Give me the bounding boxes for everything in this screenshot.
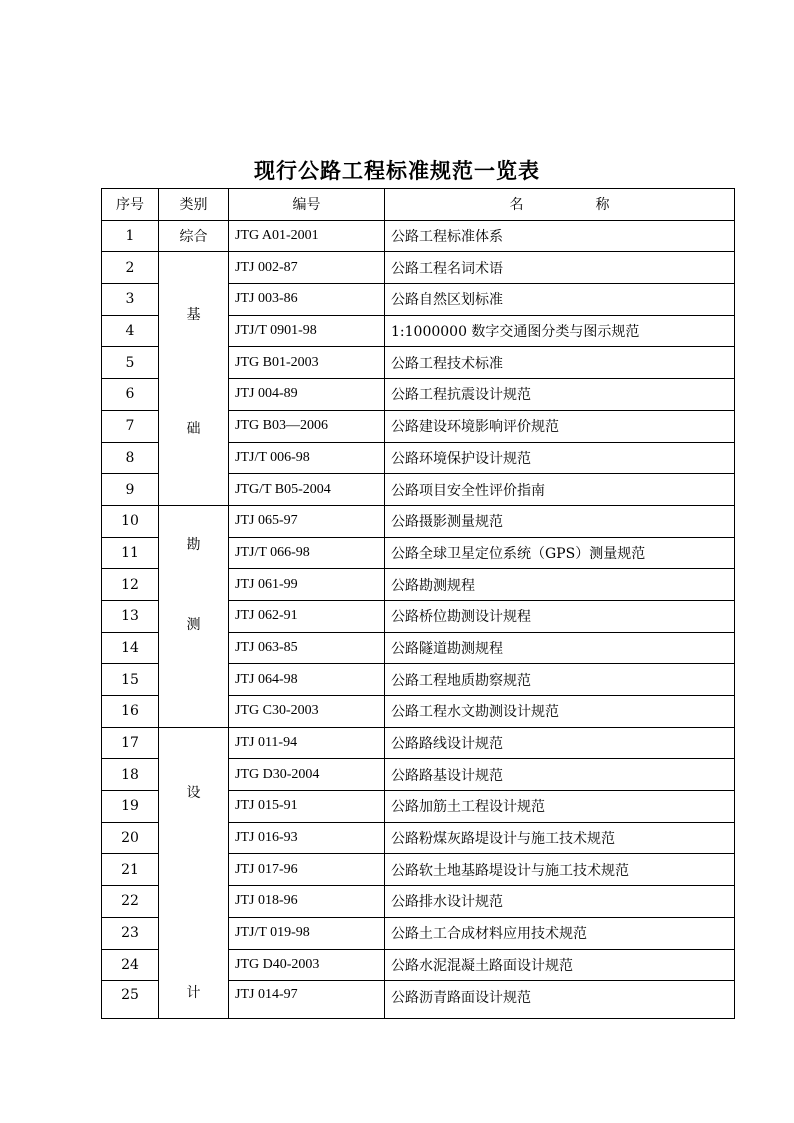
row-seq: 22 [102,886,159,918]
row-name: 公路土工合成材料应用技术规范 [385,917,735,949]
page-title: 现行公路工程标准规范一览表 [254,158,540,183]
row-code: JTJ 004-89 [229,379,385,411]
category-kance-char-2: 测 [186,616,201,633]
row-code: JTG A01-2001 [229,220,385,252]
row-name: 公路建设环境影响评价规范 [385,410,735,442]
row-code: JTJ 061-99 [229,569,385,601]
row-code: JTJ 002-87 [229,252,385,284]
category-sheji [159,727,229,1018]
row-code: JTJ 064-98 [229,664,385,696]
table-row [102,727,735,759]
row-code: JTJ 018-96 [229,886,385,918]
row-seq: 15 [102,664,159,696]
row-name: 公路勘测规程 [385,569,735,601]
row-name: 公路工程标准体系 [385,220,735,252]
row-code: JTG D30-2004 [229,759,385,791]
category-jichu [159,252,229,506]
category-jichu-char-2: 础 [186,421,201,438]
header-name [385,189,735,221]
row-seq: 12 [102,569,159,601]
row-name: 公路环境保护设计规范 [385,442,735,474]
row-name: 公路水泥混凝土路面设计规范 [385,949,735,981]
row-name: 公路自然区划标准 [385,284,735,316]
table-header-row [102,189,735,221]
row-code: JTJ 015-91 [229,791,385,823]
category-jichu-char-1: 基 [186,307,201,324]
row-name: 公路软土地基路堤设计与施工技术规范 [385,854,735,886]
category-sheji-char-1: 设 [186,784,201,801]
row-seq: 4 [102,315,159,347]
row-code: JTJ/T 066-98 [229,537,385,569]
row-code: JTJ 062-91 [229,600,385,632]
row-seq: 1 [102,220,159,252]
category-sheji-char-2: 计 [186,984,201,1001]
row-name: 公路摄影测量规范 [385,505,735,537]
table-row [102,252,735,284]
row-seq: 17 [102,727,159,759]
row-seq: 21 [102,854,159,886]
row-seq: 20 [102,822,159,854]
row-seq: 18 [102,759,159,791]
row-code: JTJ 017-96 [229,854,385,886]
row-name: 公路项目安全性评价指南 [385,474,735,506]
row-name: 公路路基设计规范 [385,759,735,791]
row-seq: 6 [102,379,159,411]
row-code: JTJ/T 0901-98 [229,315,385,347]
header-seq: 序号 [102,189,159,221]
row-name: 公路粉煤灰路堤设计与施工技术规范 [385,822,735,854]
row-seq: 23 [102,917,159,949]
row-name: 公路加筋土工程设计规范 [385,791,735,823]
row-seq: 2 [102,252,159,284]
row-name: 公路隧道勘测规程 [385,632,735,664]
row-code: JTJ 014-97 [229,981,385,1019]
row-name: 公路路线设计规范 [385,727,735,759]
row-seq: 16 [102,696,159,728]
category-kance-char-1: 勘 [186,536,201,553]
row-seq: 19 [102,791,159,823]
row-name: 1:1000000 数字交通图分类与图示规范 [385,315,735,347]
row-seq: 25 [102,981,159,1019]
row-name: 公路全球卫星定位系统（GPS）测量规范 [385,537,735,569]
row-seq: 8 [102,442,159,474]
header-name-part-2: 称 [595,197,610,214]
row-code: JTJ 011-94 [229,727,385,759]
table-row [102,220,735,252]
row-name: 公路工程技术标准 [385,347,735,379]
row-code: JTJ/T 006-98 [229,442,385,474]
row-seq: 11 [102,537,159,569]
row-name: 公路沥青路面设计规范 [385,981,735,1019]
row-code: JTJ 003-86 [229,284,385,316]
row-code: JTJ 063-85 [229,632,385,664]
row-code: JTG C30-2003 [229,696,385,728]
row-name: 公路排水设计规范 [385,886,735,918]
row-name: 公路工程地质勘察规范 [385,664,735,696]
standards-table [101,188,735,1019]
row-name: 公路工程抗震设计规范 [385,379,735,411]
row-code: JTG D40-2003 [229,949,385,981]
row-code: JTG B03—2006 [229,410,385,442]
row-code: JTJ 016-93 [229,822,385,854]
row-seq: 7 [102,410,159,442]
row-seq: 5 [102,347,159,379]
row-code: JTJ 065-97 [229,505,385,537]
row-name: 公路桥位勘测设计规程 [385,600,735,632]
header-name-part-1: 名 [509,197,524,214]
header-code: 编号 [229,189,385,221]
table-row [102,505,735,537]
category-kance [159,505,229,727]
row-code: JTJ/T 019-98 [229,917,385,949]
row-name: 公路工程水文勘测设计规范 [385,696,735,728]
row-name: 公路工程名词术语 [385,252,735,284]
row-code: JTG/T B05-2004 [229,474,385,506]
row-seq: 10 [102,505,159,537]
category-zonghe: 综合 [159,220,229,252]
header-category: 类别 [159,189,229,221]
row-seq: 9 [102,474,159,506]
row-seq: 13 [102,600,159,632]
row-seq: 14 [102,632,159,664]
row-seq: 24 [102,949,159,981]
row-seq: 3 [102,284,159,316]
row-code: JTG B01-2003 [229,347,385,379]
